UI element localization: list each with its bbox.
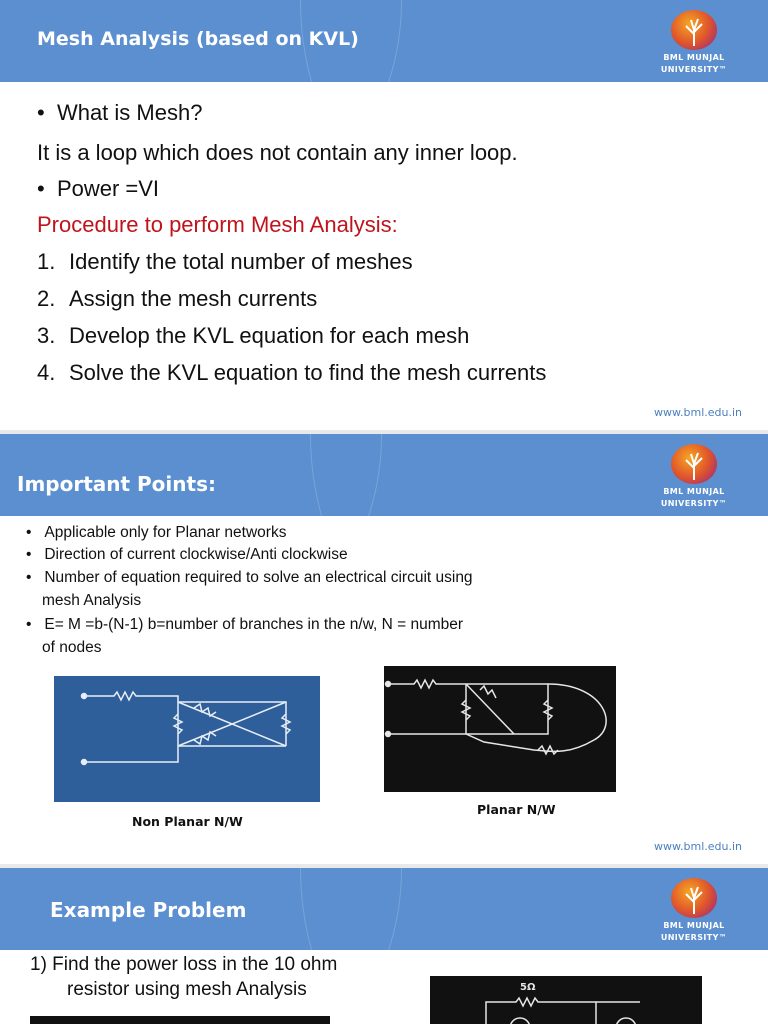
point-item: • Number of equation required to solve an electrical circuit using [26, 569, 473, 586]
bullet-what-is-mesh: • What is Mesh? [37, 100, 203, 125]
bullet-power: • Power =VI [37, 176, 160, 201]
logo-text-line1: BML MUNJAL [663, 487, 725, 496]
procedure-heading: Procedure to perform Mesh Analysis: [37, 212, 398, 237]
logo-text-line2: UNIVERSITY™ [660, 65, 728, 74]
point-item: • Direction of current clockwise/Anti clockwise [26, 546, 348, 563]
bullet-text: What is Mesh? [56, 100, 203, 125]
mesh-definition: It is a loop which does not contain any inner loop. [37, 140, 518, 165]
slide-2-header [0, 434, 768, 516]
bullet-text: Power =VI [56, 176, 160, 201]
step-number: 4. [37, 360, 56, 385]
tree-logo-icon [671, 10, 717, 50]
problem-line-1: 1) Find the power loss in the 10 ohm [30, 954, 338, 975]
logo-text-line1: BML MUNJAL [663, 53, 725, 62]
point-text: Applicable only for Planar networks [44, 524, 287, 541]
slide-2 [0, 434, 768, 864]
step-item [37, 286, 318, 312]
slide-1-header [0, 0, 768, 82]
planar-network-diagram [384, 666, 616, 792]
nonplanar-network-diagram [54, 676, 320, 802]
logo-text-line1: BML MUNJAL [663, 921, 725, 930]
caption-nonplanar: Non Planar N/W [132, 814, 243, 829]
step-number: 2. [37, 286, 56, 311]
slide-3 [0, 868, 768, 1024]
slide-2-title: Important Points: [17, 472, 216, 496]
point-item: • Applicable only for Planar networks [26, 524, 287, 541]
footer-url: www.bml.edu.in [654, 840, 742, 853]
caption-planar: Planar N/W [477, 802, 556, 817]
footer-url: www.bml.edu.in [654, 406, 742, 419]
slide-3-header [0, 868, 768, 950]
step-number: 3. [37, 323, 56, 348]
step-item [37, 249, 413, 275]
point-item: • E= M =b-(N-1) b=number of branches in the n/w, N = number [26, 616, 464, 633]
resistor-label-5ohm: 5Ω [520, 982, 536, 993]
step-text: Identify the total number of meshes [69, 249, 413, 274]
slide-1-title: Mesh Analysis (based on KVL) [37, 28, 359, 50]
point-continuation: mesh Analysis [42, 592, 142, 609]
point-text: Direction of current clockwise/Anti clockwise [44, 546, 348, 563]
university-logo [654, 878, 734, 944]
tree-logo-icon [671, 444, 717, 484]
tree-logo-icon [671, 878, 717, 918]
slide-1 [0, 0, 768, 430]
university-logo [654, 444, 734, 510]
step-number: 1. [37, 249, 56, 274]
logo-text-line2: UNIVERSITY™ [660, 499, 728, 508]
example-circuit-diagram [430, 976, 702, 1024]
example-problem-dark-image [30, 1016, 330, 1024]
step-text: Assign the mesh currents [69, 286, 318, 311]
step-text: Develop the KVL equation for each mesh [69, 323, 470, 348]
university-logo [654, 10, 734, 76]
logo-text-line2: UNIVERSITY™ [660, 933, 728, 942]
slide-3-title: Example Problem [50, 898, 247, 922]
point-continuation: of nodes [42, 639, 102, 656]
step-item [37, 323, 470, 349]
point-text: Number of equation required to solve an electrical circuit using [44, 569, 473, 586]
step-item [37, 360, 547, 386]
problem-line-2: resistor using mesh Analysis [67, 979, 307, 1000]
point-text: E= M =b-(N-1) b=number of branches in the n/w, N = number [44, 616, 464, 633]
step-text: Solve the KVL equation to find the mesh currents [69, 360, 547, 385]
